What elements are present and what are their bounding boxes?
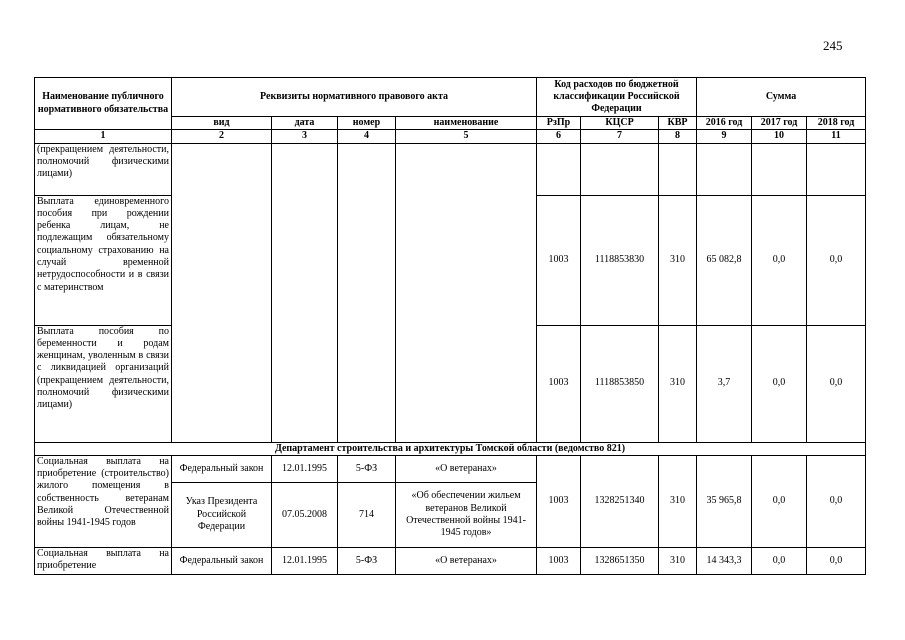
sum-2016-cell: 35 965,8 <box>697 455 752 547</box>
sum-2016-cell: 14 343,3 <box>697 547 752 574</box>
act-number-cell: 5-ФЗ <box>338 455 396 482</box>
sum-2016-cell <box>697 143 752 195</box>
subheader-rzpr: РзПр <box>537 117 581 130</box>
sum-2016-cell: 3,7 <box>697 325 752 442</box>
column-numbers-row <box>35 130 866 143</box>
column-number: 9 <box>697 130 752 143</box>
sum-2018-cell: 0,0 <box>807 195 866 325</box>
sum-2017-cell: 0,0 <box>752 547 807 574</box>
obligation-name: Социальная выплата на приобретение <box>35 547 172 574</box>
sum-2017-cell: 0,0 <box>752 455 807 547</box>
page-number: 245 <box>823 38 843 53</box>
obligations-table <box>34 77 866 575</box>
kvr-cell: 310 <box>659 455 697 547</box>
act-title-cell <box>396 143 537 442</box>
act-number-cell <box>338 143 396 442</box>
sum-2018-cell: 0,0 <box>807 455 866 547</box>
subheader-2017: 2017 год <box>752 117 807 130</box>
rzpr-cell: 1003 <box>537 195 581 325</box>
table-row <box>35 143 866 195</box>
sum-2017-cell <box>752 143 807 195</box>
kvr-cell: 310 <box>659 195 697 325</box>
sum-2017-cell: 0,0 <box>752 325 807 442</box>
subheader-kvr: КВР <box>659 117 697 130</box>
sum-2017-cell: 0,0 <box>752 195 807 325</box>
act-number-cell: 714 <box>338 482 396 547</box>
kvr-cell: 310 <box>659 325 697 442</box>
header-col-name: Наименование публичного нормативного обязательства <box>35 78 172 130</box>
act-title-cell: «О ветеранах» <box>396 455 537 482</box>
column-number: 2 <box>172 130 272 143</box>
act-date-cell: 07.05.2008 <box>272 482 338 547</box>
sum-2018-cell <box>807 143 866 195</box>
kcsr-cell: 1328251340 <box>581 455 659 547</box>
header-requisites: Реквизиты нормативного правового акта <box>172 78 537 117</box>
subheader-number: номер <box>338 117 396 130</box>
act-vid-cell: Указ Президента Российской Федерации <box>172 482 272 547</box>
act-date-cell <box>272 143 338 442</box>
obligation-name: (прекращением деятельности, полномочий физическими лицами) <box>35 143 172 195</box>
act-date-cell: 12.01.1995 <box>272 547 338 574</box>
column-number: 5 <box>396 130 537 143</box>
kvr-cell <box>659 143 697 195</box>
kvr-cell: 310 <box>659 547 697 574</box>
column-number: 10 <box>752 130 807 143</box>
act-vid-cell: Федеральный закон <box>172 455 272 482</box>
act-number-cell: 5-ФЗ <box>338 547 396 574</box>
rzpr-cell: 1003 <box>537 325 581 442</box>
subheader-title: наименование <box>396 117 537 130</box>
column-number: 4 <box>338 130 396 143</box>
subheader-2018: 2018 год <box>807 117 866 130</box>
act-vid-cell <box>172 143 272 442</box>
act-vid-cell: Федеральный закон <box>172 547 272 574</box>
kcsr-cell: 1118853830 <box>581 195 659 325</box>
rzpr-cell <box>537 143 581 195</box>
subheader-2016: 2016 год <box>697 117 752 130</box>
act-title-cell: «О ветеранах» <box>396 547 537 574</box>
table-row <box>35 547 866 574</box>
header-row <box>35 78 866 117</box>
kcsr-cell: 1118853850 <box>581 325 659 442</box>
header-budget-code: Код расходов по бюджетной классификации Российской Федерации <box>537 78 697 117</box>
column-number: 7 <box>581 130 659 143</box>
kcsr-cell: 1328651350 <box>581 547 659 574</box>
kcsr-cell <box>581 143 659 195</box>
subheader-vid: вид <box>172 117 272 130</box>
obligation-name: Выплата единовременного пособия при рождении ребенка лицам, не подлежащим обязательному социальному страхованию на случай временной нетрудоспособности и в связи с материнством <box>35 195 172 325</box>
column-number: 3 <box>272 130 338 143</box>
table-row <box>35 455 866 482</box>
rzpr-cell: 1003 <box>537 455 581 547</box>
sum-2018-cell: 0,0 <box>807 547 866 574</box>
column-number: 1 <box>35 130 172 143</box>
header-sum: Сумма <box>697 78 866 117</box>
rzpr-cell: 1003 <box>537 547 581 574</box>
sum-2016-cell: 65 082,8 <box>697 195 752 325</box>
obligation-name: Социальная выплата на приобретение (строительство) жилого помещения в собственность ветеранам Великой Отечественной войны 1941-1945 годов <box>35 455 172 547</box>
act-title-cell: «Об обеспечении жильем ветеранов Великой Отечественной войны 1941-1945 годов» <box>396 482 537 547</box>
sum-2018-cell: 0,0 <box>807 325 866 442</box>
department-row <box>35 442 866 455</box>
subheader-kcsr: КЦСР <box>581 117 659 130</box>
obligation-name: Выплата пособия по беременности и родам женщинам, уволенным в связи с ликвидацией организаций (прекращением деятельности, полномочий физическими лицами) <box>35 325 172 442</box>
department-title: Департамент строительства и архитектуры Томской области (ведомство 821) <box>35 442 866 455</box>
column-number: 11 <box>807 130 866 143</box>
act-date-cell: 12.01.1995 <box>272 455 338 482</box>
column-number: 8 <box>659 130 697 143</box>
subheader-date: дата <box>272 117 338 130</box>
column-number: 6 <box>537 130 581 143</box>
